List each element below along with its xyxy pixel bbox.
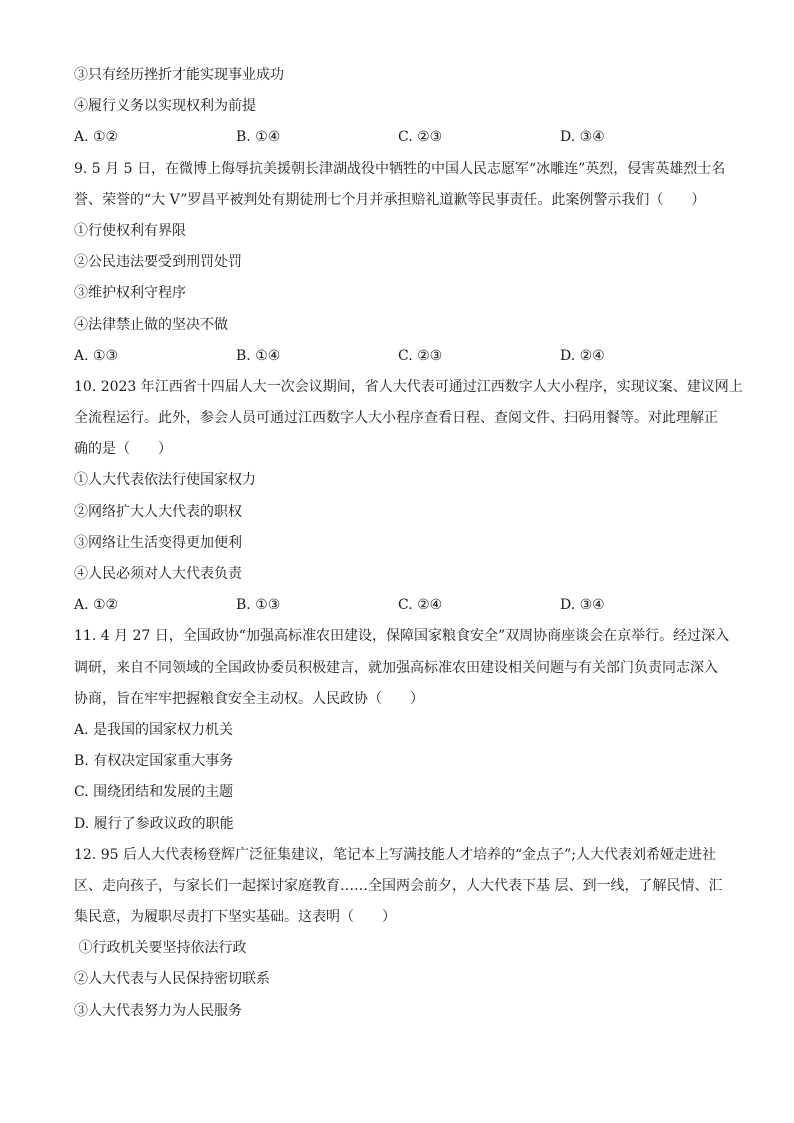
q10-option-a[interactable]: A. ①②: [74, 597, 119, 614]
q10-option-c[interactable]: C. ②④: [398, 597, 443, 614]
q11-option-d[interactable]: D. 履行了参政议政的职能: [74, 815, 234, 832]
q10-item-3: ③网络让生活变得更加便利: [74, 534, 242, 551]
q8-option-c[interactable]: C. ②③: [398, 129, 443, 146]
q11-option-b[interactable]: B. 有权决定国家重大事务: [74, 753, 234, 770]
q9-item-2: ②公民违法要受到刑罚处罚: [74, 254, 242, 271]
q10-option-d[interactable]: D. ③④: [560, 597, 605, 614]
q9-stem-line-1: 9. 5 月 5 日，在微博上侮辱抗美援朝长津湖战役中牺牲的中国人民志愿军“冰雕连”英烈，侵害英雄烈士名: [74, 160, 726, 177]
q11-stem-line-1: 11. 4 月 27 日，全国政协“加强高标准农田建设，保障国家粮食安全”双周协商座谈会在京举行。经过深入: [74, 628, 730, 645]
q11-option-c[interactable]: C. 围绕团结和发展的主题: [74, 784, 234, 801]
q8-option-a[interactable]: A. ①②: [74, 129, 119, 146]
q9-item-3: ③维护权利守程序: [74, 285, 186, 302]
q10-stem-line-2: 全流程运行。此外，参会人员可通过江西数字人大小程序查看日程、查阅文件、扫码用餐等。对此理解正: [74, 410, 718, 427]
q8-item-4: ④履行义务以实现权利为前提: [74, 98, 256, 115]
q10-options: [74, 590, 724, 621]
question-9: [74, 154, 724, 372]
q8-options: [74, 122, 724, 153]
q10-item-2: ②网络扩大人大代表的职权: [74, 503, 242, 520]
q10-option-b[interactable]: B. ①③: [236, 597, 281, 614]
q9-options: [74, 341, 724, 372]
q9-option-a[interactable]: A. ①③: [74, 347, 119, 364]
q12-stem-line-2: 区、走向孩子，与家长们一起探讨家庭教育……全国两会前夕，人大代表下基 层、到一线，了解民情、汇: [74, 877, 723, 894]
q11-stem-line-2: 调研，来自不同领域的全国政协委员积极建言，就加强高标准农田建设相关问题与有关部门负责同志深入: [74, 659, 718, 676]
exam-page: [74, 60, 743, 1027]
q12-item-3: ③人大代表努力为人民服务: [74, 1002, 242, 1019]
question-11: [74, 621, 730, 839]
q10-stem-line-3: 确的是（ ）: [74, 441, 172, 458]
q11-stem-line-3: 协商，旨在牢牢把握粮食安全主动权。人民政协（ ）: [74, 690, 424, 707]
question-10: [74, 372, 743, 622]
question-8-continued: [74, 60, 724, 154]
q10-item-4: ④人民必须对人大代表负责: [74, 566, 242, 582]
q12-item-2: ②人大代表与人民保持密切联系: [74, 971, 270, 988]
q8-option-b[interactable]: B. ①④: [236, 129, 281, 146]
q11-option-a[interactable]: A. 是我国的国家权力机关: [74, 721, 234, 738]
q9-option-c[interactable]: C. ②③: [398, 347, 443, 364]
q8-option-d[interactable]: D. ③④: [560, 129, 605, 146]
q10-stem-line-1: 10. 2023 年江西省十四届人大一次会议期间，省人大代表可通过江西数字人大小程序，实现议案、建议网上: [74, 378, 743, 395]
q9-stem-line-2: 誉、荣誉的“大 V”罗昌平被判处有期徒刑七个月并承担赔礼道歉等民事责任。此案例警示我们（ ）: [74, 191, 706, 208]
q8-item-3: ③只有经历挫折才能实现事业成功: [74, 67, 284, 83]
q9-item-1: ①行使权利有界限: [74, 222, 186, 239]
q12-item-1: ①行政机关要坚持依法行政: [74, 940, 247, 957]
q9-item-4: ④法律禁止做的坚决不做: [74, 316, 228, 333]
q10-item-1: ①人大代表依法行使国家权力: [74, 472, 256, 489]
q12-stem-line-1: 12. 95 后人大代表杨登辉广泛征集建议，笔记本上写满技能人才培养的“金点子”;人大代表刘希娅走进社: [74, 846, 717, 863]
q9-option-d[interactable]: D. ②④: [560, 347, 605, 364]
q12-stem-line-3: 集民意，为履职尽责打下坚实基础。这表明（ ）: [74, 909, 396, 926]
question-12: [74, 840, 724, 1027]
q9-option-b[interactable]: B. ①④: [236, 347, 281, 364]
